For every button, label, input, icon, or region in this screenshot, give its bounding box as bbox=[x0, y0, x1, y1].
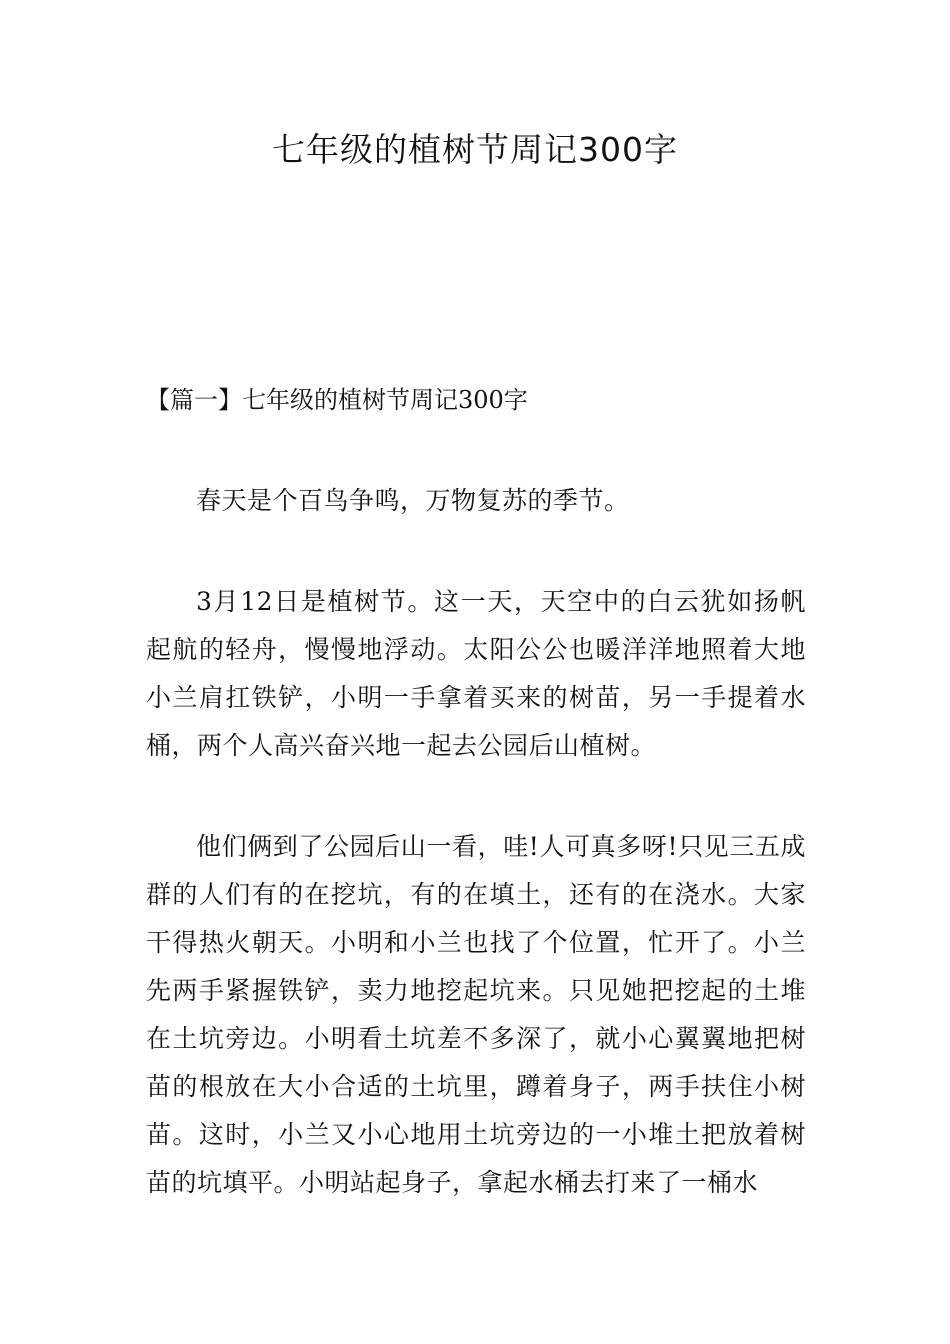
paragraph-2: 3月12日是植树节。这一天，天空中的白云犹如扬帆起航的轻舟，慢慢地浮动。太阳公公也暖洋洋地照着大地小兰肩扛铁铲，小明一手拿着买来的树苗，另一手提着水桶，两个人高兴奋兴地一起去公园后山植树。 bbox=[146, 587, 806, 760]
document-body bbox=[146, 378, 806, 1207]
paragraph-1: 春天是个百鸟争鸣，万物复苏的季节。 bbox=[196, 486, 630, 515]
section-heading: 【篇一】七年级的植树节周记300字 bbox=[146, 386, 528, 414]
document-title: 七年级的植树节周记300字 bbox=[272, 130, 678, 169]
paragraph-3: 他们俩到了公园后山一看，哇!人可真多呀!只见三五成群的人们有的在挖坑，有的在填土，还有的在浇水。大家干得热火朝天。小明和小兰也找了个位置，忙开了。小兰先两手紧握铁铲，卖力地挖起坑来。只见她把挖起的土堆在土坑旁边。小明看土坑差不多深了，就小心翼翼地把树苗的根放在大小合适的土坑里，蹲着身子，两手扶住小树苗。这时，小兰又小心地用土坑旁边的一小堆土把放着树苗的坑填平。小明站起身子，拿起水桶去打来了一桶水 bbox=[146, 832, 806, 1197]
